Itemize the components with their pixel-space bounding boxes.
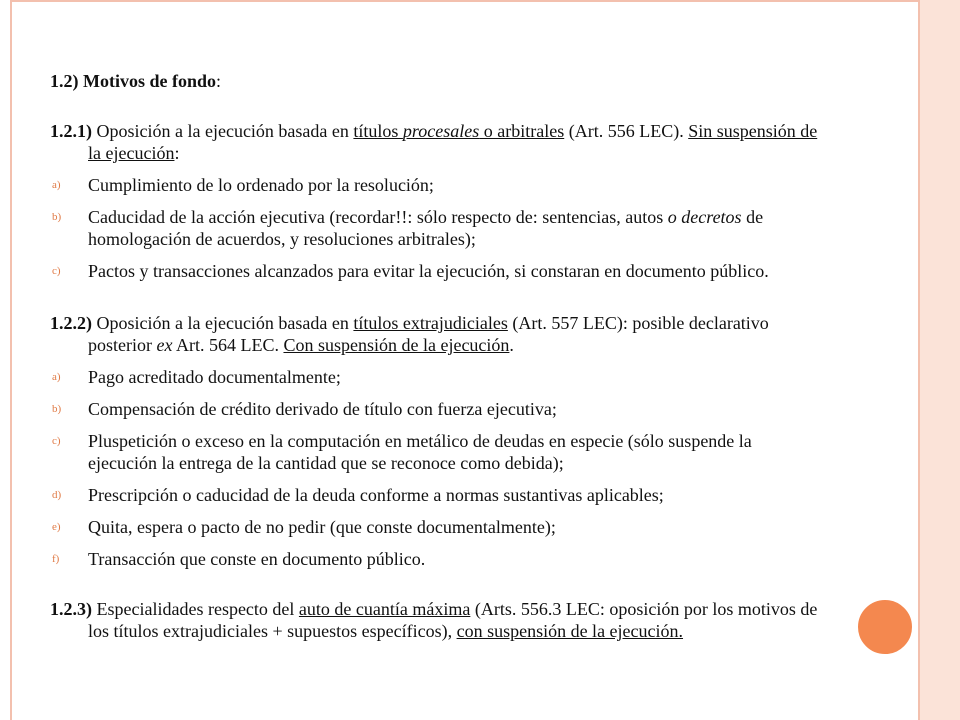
heading-colon: : [216, 71, 222, 91]
list-item-text: Caducidad de la acción ejecutiva (recordar!!: sólo respecto de: sentencias, autos [88, 207, 668, 227]
italic-text: ex [156, 335, 173, 355]
list-marker: c) [52, 435, 61, 447]
list-item-text: Transacción que conste en documento público. [88, 549, 426, 569]
list-marker: a) [52, 179, 61, 191]
text: (Art. 556 LEC). [564, 121, 689, 141]
list-item [50, 174, 820, 196]
text: Art. 564 LEC. [172, 335, 284, 355]
list-item-text: Compensación de crédito derivado de título con fuerza ejecutiva; [88, 399, 557, 419]
list-item-text: Pactos y transacciones alcanzados para evitar la ejecución, si constaran en documento público. [88, 261, 769, 281]
list-marker: f) [52, 553, 60, 565]
list-item [50, 398, 820, 420]
list-item [50, 206, 820, 250]
list-item [50, 548, 820, 570]
frame-top-line [12, 0, 920, 2]
list-item-text: Cumplimiento de lo ordenado por la resolución; [88, 175, 434, 195]
text: o arbitrales [479, 121, 565, 141]
text: Especialidades respecto del [92, 599, 299, 619]
list-marker: b) [52, 403, 62, 415]
subsection-1-2-1 [50, 120, 820, 164]
underlined-text: con suspensión de la ejecución. [456, 621, 684, 641]
text: (Art. 557 LEC): posible declarativo posterior [88, 313, 769, 355]
list-item-text: Quita, espera o pacto de no pedir (que conste documentalmente); [88, 517, 556, 537]
decorative-circle [856, 598, 914, 656]
subsection-number: 1.2.2) [50, 313, 92, 333]
heading-label: 1.2) Motivos de fondo [50, 71, 216, 91]
subsection-number: 1.2.1) [50, 121, 92, 141]
slide-content [50, 70, 820, 642]
underlined-text [353, 121, 564, 141]
list-item [50, 430, 820, 474]
frame-left-line [10, 0, 12, 720]
subsection-number: 1.2.3) [50, 599, 92, 619]
list-marker: a) [52, 371, 61, 383]
subsection-1-2-3 [50, 598, 820, 642]
text: . [509, 335, 514, 355]
text: : [174, 143, 180, 163]
list-item-text: Prescripción o caducidad de la deuda conforme a normas sustantivas aplicables; [88, 485, 664, 505]
text: (Arts. 556.3 LEC: oposición por los motivos de los títulos extrajudiciales + supuestos específicos), [88, 599, 818, 641]
italic-text: o decretos [667, 207, 742, 227]
subsection-1-2-2 [50, 312, 820, 356]
list-item [50, 484, 820, 506]
text: títulos [353, 121, 403, 141]
list-1-2-2 [50, 366, 820, 570]
italic-text: procesales [402, 121, 480, 141]
list-1-2-1 [50, 174, 820, 282]
underlined-text: Sin suspensión de la ejecución [88, 121, 818, 163]
list-marker: b) [52, 211, 62, 223]
list-item-text: Pago acreditado documentalmente; [88, 367, 341, 387]
underlined-text: auto de cuantía máxima [298, 599, 471, 619]
text: Oposición a la ejecución basada en [92, 121, 354, 141]
list-marker: d) [52, 489, 62, 501]
list-item-text: de homologación de acuerdos, y resoluciones arbitrales); [88, 207, 764, 249]
list-item [50, 260, 820, 282]
section-heading [50, 70, 820, 92]
underlined-text: Con suspensión de la ejecución [283, 335, 510, 355]
list-marker: c) [52, 265, 61, 277]
list-item [50, 366, 820, 388]
list-item-text: Pluspetición o exceso en la computación en metálico de deudas en especie (sólo suspende la ejecución la entrega de la cantidad que se reconoce como debida); [88, 431, 752, 473]
underlined-text: títulos extrajudiciales [353, 313, 508, 333]
decorative-stripes [920, 0, 960, 720]
list-marker: e) [52, 521, 61, 533]
text: Oposición a la ejecución basada en [92, 313, 354, 333]
list-item [50, 516, 820, 538]
